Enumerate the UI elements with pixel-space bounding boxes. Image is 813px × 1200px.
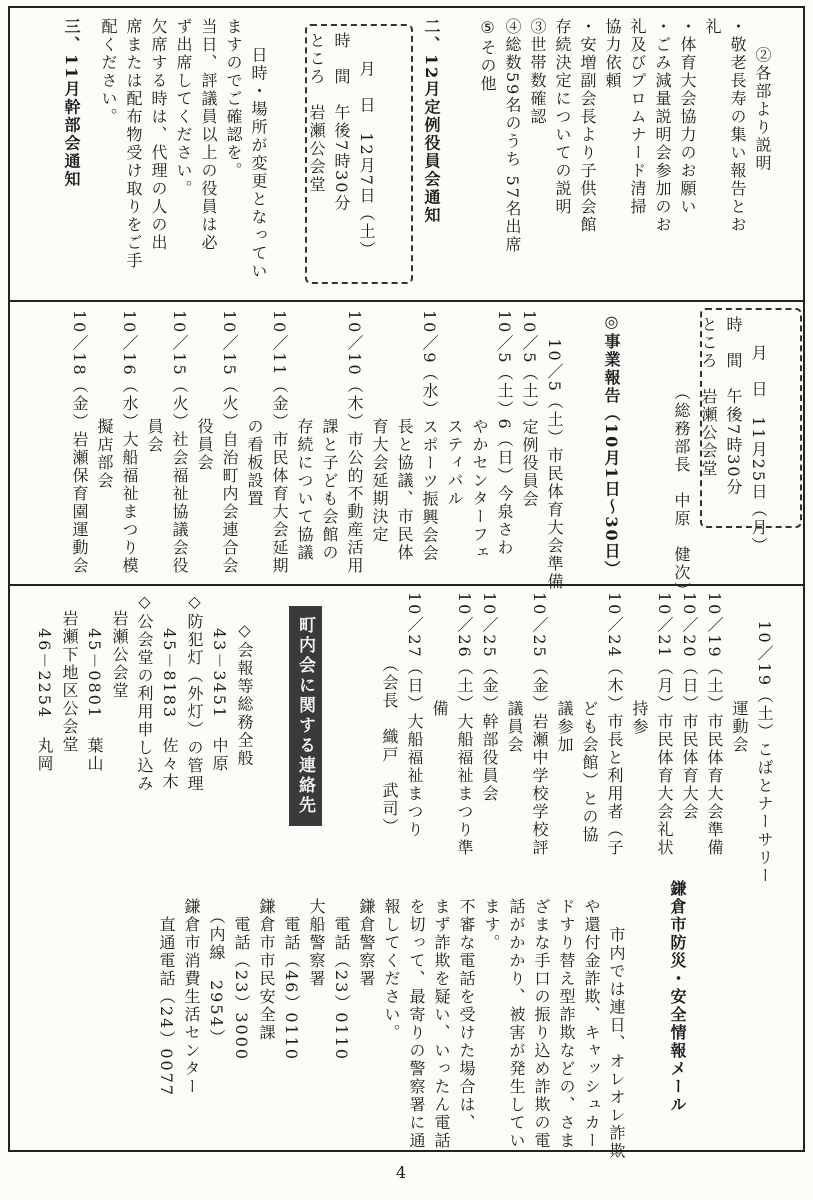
report-line: 10／25（金）岩瀬中学校学校評	[530, 592, 549, 857]
safety-mail-heading: 鎌倉市防災・安全情報メール	[668, 880, 687, 1114]
december-info-lines	[307, 32, 404, 276]
report-line: 10／15（火）社会福祉協議会役	[170, 310, 189, 575]
report-line: 存続について協議	[295, 310, 314, 562]
report-line: 10／9（水）スポーツ振興会会	[420, 310, 439, 563]
report-line: 運動会	[730, 592, 749, 754]
contact-line: 岩瀬公会堂	[110, 592, 129, 700]
dec-note-line: 配ください。	[99, 18, 118, 126]
report-line: ども会館）との協	[580, 592, 599, 844]
safety-line: 不審な電話を受けた場合は、	[457, 898, 476, 1132]
report-line: 議参加	[555, 592, 574, 754]
dec-box-line: ところ 岩瀬公会堂	[307, 32, 326, 194]
nov-box-line: ところ 岩瀬公会堂	[699, 316, 718, 478]
sec2-line: ・体育大会協力のお願い	[678, 18, 697, 216]
sec2-line: 礼	[703, 18, 722, 36]
report-line: 10／25（金）幹部役員会	[480, 592, 499, 803]
sec2-line: 協力依頼	[603, 18, 622, 90]
report-line: 10／19（土）こばとナーサリー	[755, 620, 774, 886]
dec-note-line: 日時・場所が変更となってい	[249, 46, 268, 281]
safety-line: ドすり替え型詐欺などの、さま	[557, 898, 576, 1150]
nov-box-line: 月 日 11月25日（月）	[749, 344, 768, 556]
report-line: 10／15（火）自治町内会連合会	[220, 310, 239, 575]
safety-line: 鎌倉警察署	[357, 898, 376, 988]
report-line: 10／18（金）岩瀬保育園運動会	[70, 310, 89, 575]
page-number: 4	[396, 1163, 407, 1182]
safety-line: ざまな手口の振り込め詐欺の電	[532, 898, 551, 1150]
report-line: （会長 織戸 武司）	[380, 592, 399, 836]
sec2-line: ②各部より説明	[753, 46, 772, 173]
contact-line: ◇防犯灯（外灯）の管理	[185, 592, 204, 793]
report-line: 10／5（土）定例役員会	[520, 310, 539, 509]
report-line: 10／11（金）市民体育大会延期	[270, 310, 289, 575]
report-line: 議員会	[505, 592, 524, 754]
report-line: 10／16（水）大船福祉まつり模	[120, 310, 139, 575]
safety-line: 電話（23）0110	[332, 898, 351, 1062]
report-line: 課と子ども会館の	[320, 310, 339, 562]
november-signature: （総務部長 中原 健次）	[672, 384, 691, 600]
safety-line: 電話（46）0110	[282, 898, 301, 1062]
report-line: 持参	[630, 592, 649, 736]
safety-line: や還付金詐欺、キャッシュカー	[582, 898, 601, 1150]
report-line: の看板設置	[245, 310, 264, 508]
safety-line: 鎌倉市市民安全課	[257, 898, 276, 1042]
november-info-lines	[699, 316, 796, 556]
contact-line: 43－3451 中原	[210, 592, 229, 774]
safety-line: 鎌倉市消費生活センター	[182, 898, 201, 1096]
contacts-list	[20, 592, 282, 892]
safety-line: 直通電話（24）0077	[157, 898, 176, 1098]
december-meeting-heading: 二、12月定例役員会通知	[422, 18, 441, 225]
report-line: 10／20（日）市民体育大会	[680, 592, 699, 821]
section-2-continued	[470, 18, 800, 296]
report-line: 10／5（土）6（日）今泉さわ	[495, 310, 514, 557]
report-line: 10／24（木）市長と利用者（子	[605, 592, 624, 857]
contacts-title: 町内会に関する連絡先	[289, 606, 322, 826]
report-line: 10／21（月）市民体育大会礼状	[655, 592, 674, 857]
report-line: 10／27（日）大船福祉まつり	[405, 592, 424, 839]
safety-line: を切って、最寄りの警察署に通	[407, 898, 426, 1150]
dec-note-line: 当日、評議員以上の役員は必	[199, 18, 218, 252]
safety-line: 報してください。	[382, 898, 401, 1042]
report-line: スティバル	[445, 310, 464, 508]
report-line: 役員会	[195, 310, 214, 472]
safety-mail-body	[124, 898, 654, 1161]
report-line: 10／19（土）市民体育大会準備	[705, 592, 724, 857]
contact-line: 45－0801 葉山	[85, 592, 104, 774]
report-line: 10／26（土）大船福祉まつり準	[455, 592, 474, 857]
safety-line: 市内では連日、オレオレ詐欺	[607, 926, 626, 1161]
safety-line: ます。	[482, 898, 501, 952]
report-line: 長と協議、市民体	[395, 310, 414, 562]
contact-line: 45－8183 佐々木	[160, 592, 179, 792]
december-notes	[100, 18, 296, 296]
report-line: 擬店部会	[95, 310, 114, 490]
sec2-line: ・敬老長寿の集い報告とお	[728, 18, 747, 234]
dec-note-line: 席または配布物受け取りをご手	[124, 18, 143, 270]
safety-line: 話がかかり、被害が発生してい	[507, 898, 526, 1150]
dec-note-line: ず出席してください。	[174, 18, 193, 198]
report-line: 10／5（土）市民体育大会準備	[545, 338, 564, 591]
contact-line: ◇会報等総務全般	[235, 620, 254, 768]
dec-box-line: 月 日 12月7日（土）	[357, 60, 376, 259]
sec2-line: ・ごみ減量説明会参加のお	[653, 18, 672, 234]
safety-line: 大船警察署	[307, 898, 326, 988]
sec2-line: 存続決定についての説明	[553, 18, 572, 216]
activity-report-heading: ◎事業報告（10月1日～30日）	[602, 312, 621, 579]
sec2-line: ③世帯数確認	[528, 18, 547, 126]
dec-box-line: 時 間 午後7時30分	[332, 32, 351, 213]
sec2-line: ・安増副会長より子供会館	[578, 18, 597, 234]
report-line: 備	[430, 592, 449, 718]
safety-line: 電話（23）3000	[232, 898, 251, 1062]
dec-note-line: 欠席する時は、代理の人の出	[149, 18, 168, 252]
contact-line: 46－2254 丸岡	[35, 592, 54, 774]
activity-report-part1	[20, 310, 592, 591]
report-line: 10／10（木）市公的不動産活用	[345, 310, 364, 575]
dec-note-line: ますのでご確認を。	[224, 18, 243, 180]
sec2-line: ⑤その他	[478, 18, 497, 93]
report-line: やかセンターフェ	[470, 310, 489, 562]
sec2-line: ④総数59名のうち 57名出席	[503, 18, 522, 254]
report-line: 員会	[145, 310, 164, 454]
band-divider-top	[8, 300, 805, 302]
november-meeting-heading: 三、11月幹部会通知	[62, 18, 81, 189]
contact-line: ◇公会堂の利用申し込み	[135, 592, 154, 793]
report-line: 育大会延期決定	[370, 310, 389, 544]
nov-box-line: 時 間 午後7時30分	[724, 316, 743, 497]
contact-line: 岩瀬下地区公会堂	[60, 592, 79, 754]
safety-line: （内線 2954）	[207, 898, 226, 1047]
safety-line: まず詐欺を疑い、いったん電話	[432, 898, 451, 1150]
sec2-line: 礼及びプロムナード清掃	[628, 18, 647, 216]
